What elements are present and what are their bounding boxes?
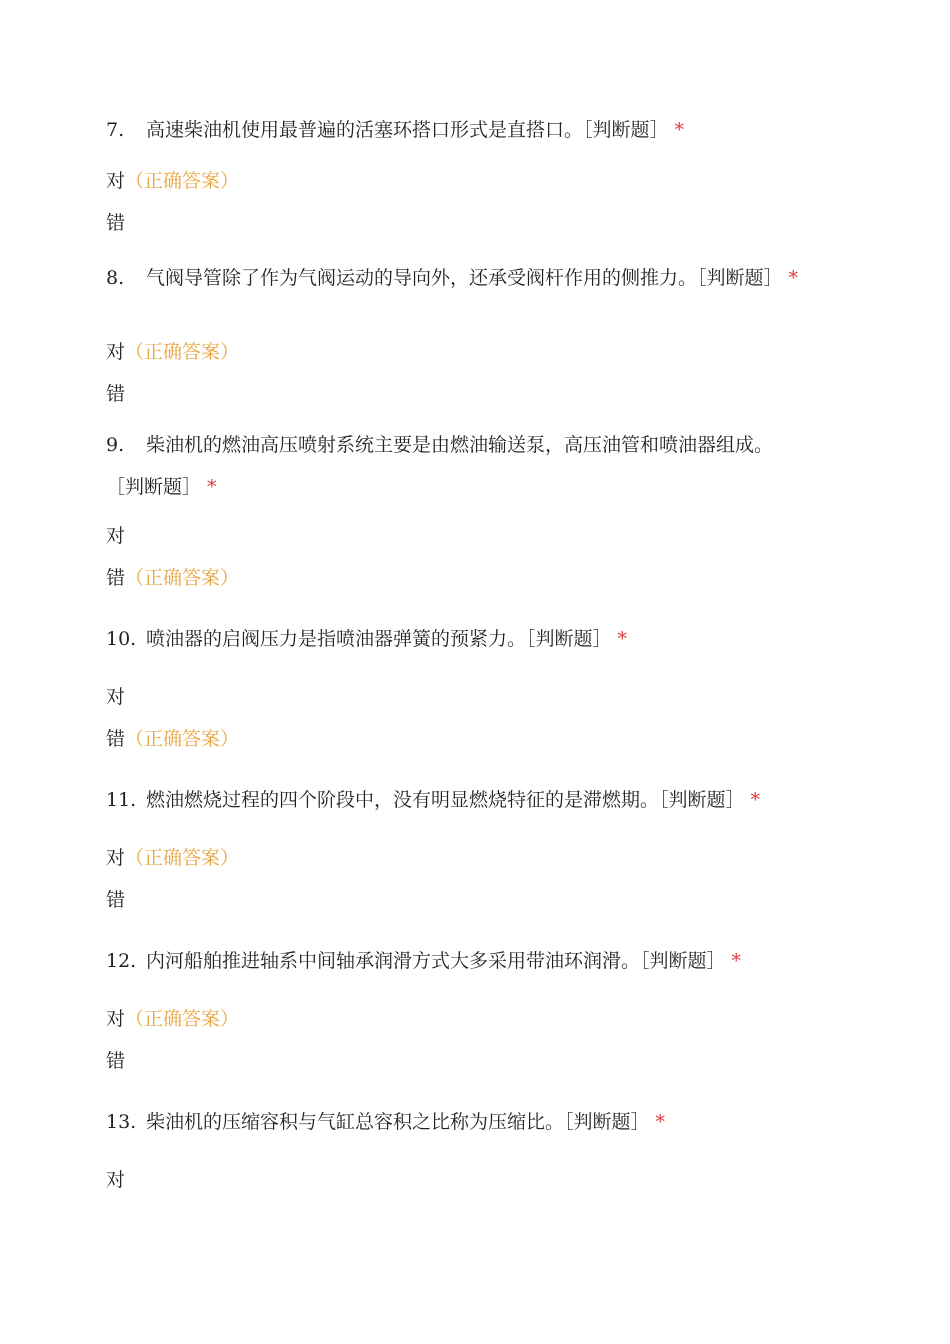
- option-false: 错: [106, 212, 126, 234]
- question-number: 9.: [106, 434, 125, 456]
- question-12: [106, 951, 836, 971]
- question-9: [106, 435, 836, 455]
- question-number: 10.: [106, 628, 137, 650]
- required-star: *: [617, 628, 628, 650]
- correct-answer-tag: （正确答案）: [125, 1008, 240, 1030]
- option-false: 错: [106, 889, 126, 911]
- option-false: 错: [106, 1050, 126, 1072]
- option-true: 对: [106, 525, 126, 547]
- option-false: 错（正确答案）: [106, 567, 240, 589]
- required-star: *: [788, 267, 799, 289]
- question-7: [106, 120, 836, 140]
- question-9-continuation: ［判断题］ *: [106, 476, 217, 498]
- option-true: 对（正确答案）: [106, 847, 240, 869]
- question-text: 内河船舶推进轴系中间轴承润滑方式大多采用带油环润滑。［判断题］: [146, 950, 726, 972]
- required-star: *: [674, 119, 685, 141]
- required-star: *: [207, 476, 217, 498]
- question-13: [106, 1112, 836, 1132]
- question-text: 气阀导管除了作为气阀运动的导向外，还承受阀杆作用的侧推力。［判断题］: [146, 267, 783, 289]
- question-text: 柴油机的燃油高压喷射系统主要是由燃油输送泵，高压油管和喷油器组成。: [146, 434, 774, 456]
- correct-answer-tag: （正确答案）: [125, 170, 240, 192]
- required-star: *: [731, 950, 742, 972]
- question-number: 11.: [106, 789, 137, 811]
- correct-answer-tag: （正确答案）: [125, 728, 240, 750]
- question-text: 柴油机的压缩容积与气缸总容积之比称为压缩比。［判断题］: [146, 1111, 650, 1133]
- correct-answer-tag: （正确答案）: [125, 847, 240, 869]
- question-number: 13.: [106, 1111, 137, 1133]
- question-10: [106, 629, 836, 649]
- option-true: 对: [106, 686, 126, 708]
- question-number: 7.: [106, 119, 125, 141]
- question-8: [106, 268, 836, 288]
- question-text: 燃油燃烧过程的四个阶段中，没有明显燃烧特征的是滞燃期。［判断题］: [146, 789, 745, 811]
- option-true: 对（正确答案）: [106, 1008, 240, 1030]
- correct-answer-tag: （正确答案）: [125, 567, 240, 589]
- required-star: *: [655, 1111, 666, 1133]
- question-11: [106, 790, 836, 810]
- option-false: 错: [106, 383, 126, 405]
- correct-answer-tag: （正确答案）: [125, 341, 240, 363]
- option-false: 错（正确答案）: [106, 728, 240, 750]
- option-true: 对（正确答案）: [106, 170, 240, 192]
- question-number: 8.: [106, 267, 125, 289]
- question-number: 12.: [106, 950, 137, 972]
- required-star: *: [750, 789, 761, 811]
- question-text: 喷油器的启阀压力是指喷油器弹簧的预紧力。［判断题］: [146, 628, 612, 650]
- question-text: 高速柴油机使用最普遍的活塞环搭口形式是直搭口。［判断题］: [146, 119, 669, 141]
- option-true: 对（正确答案）: [106, 341, 240, 363]
- option-true: 对: [106, 1169, 126, 1191]
